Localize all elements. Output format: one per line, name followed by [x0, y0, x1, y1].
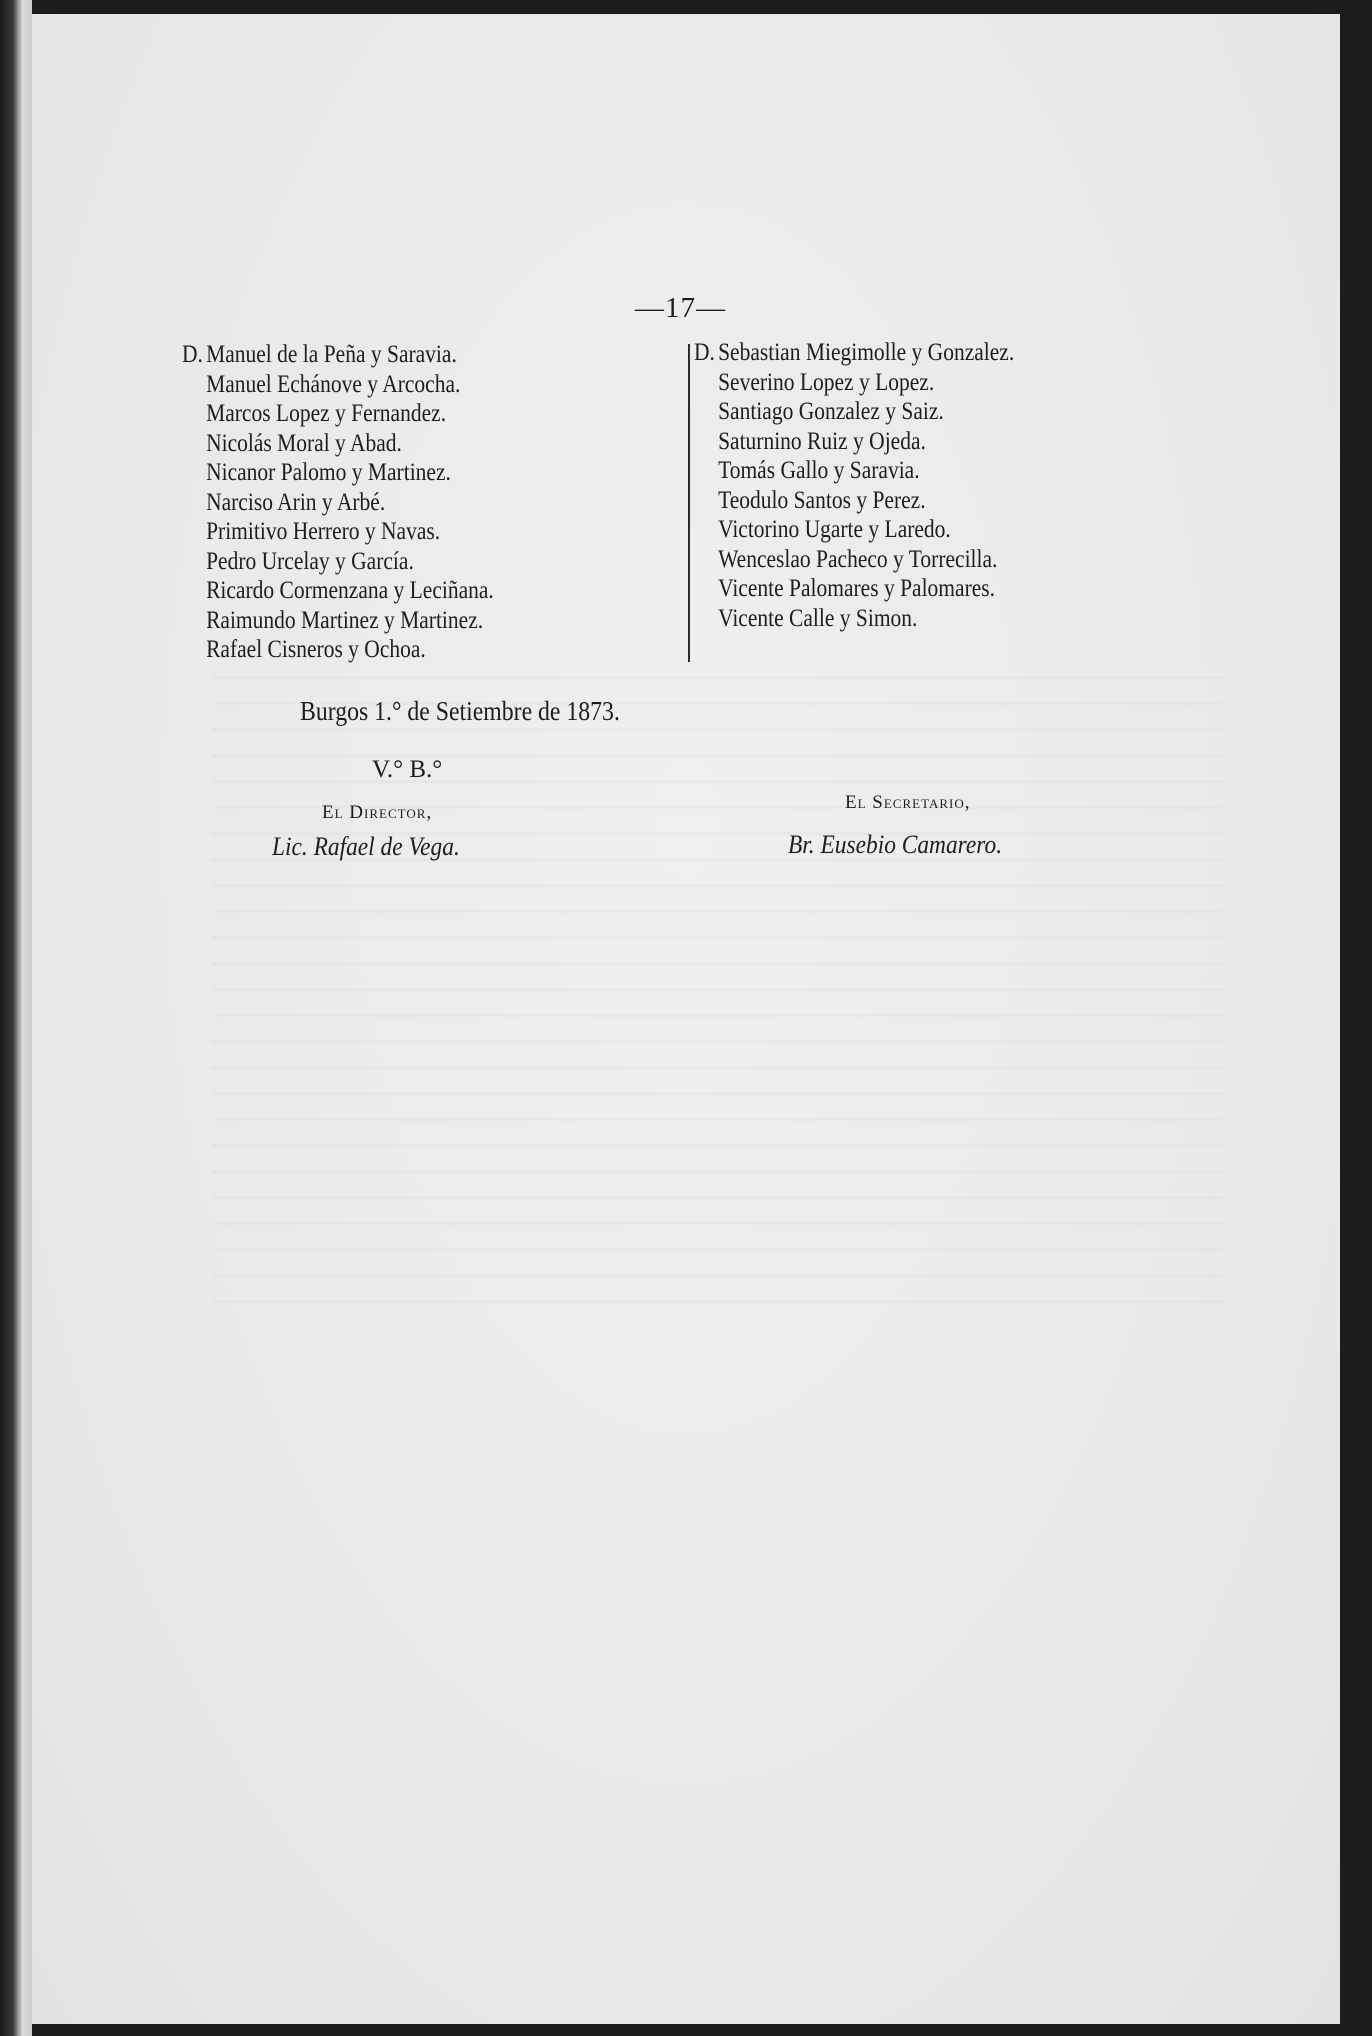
name-line: Narciso Arin y Arbé.: [206, 488, 386, 516]
name-line: Pedro Urcelay y García.: [206, 547, 414, 575]
name-line: Santiago Gonzalez y Saiz.: [718, 398, 944, 425]
name-line: Vicente Calle y Simon.: [718, 604, 918, 632]
name-line: Wenceslao Pacheco y Torrecilla.: [718, 545, 998, 573]
column-divider: [688, 344, 690, 662]
book-spine-edge: [0, 0, 32, 2036]
name-prefix: D.: [182, 341, 203, 368]
name-line: Severino Lopez y Lopez.: [718, 368, 935, 396]
name-line: Primitivo Herrero y Navas.: [206, 518, 441, 545]
name-line: Saturnino Ruiz y Ojeda.: [718, 427, 926, 455]
name-prefix: D.: [694, 339, 715, 366]
right-name-column: [694, 338, 1066, 633]
date-line: Burgos 1.° de Setiembre de 1873.: [300, 696, 620, 726]
name-line: Nicolás Moral y Abad.: [206, 429, 402, 457]
show-through-texture: [212, 654, 1222, 1314]
approval-mark: V.° B.°: [372, 756, 443, 783]
name-line: Victorino Ugarte y Laredo.: [718, 516, 951, 543]
name-line: Ricardo Cormenzana y Leciñana.: [206, 577, 494, 604]
left-name-column: [182, 340, 545, 665]
director-signature: Lic. Rafael de Vega.: [272, 832, 460, 861]
name-line: Rafael Cisneros y Ochoa.: [206, 636, 426, 663]
name-line: Raimundo Martinez y Martinez.: [206, 606, 484, 634]
name-text: Manuel de la Peña y Saravia.: [206, 341, 457, 368]
director-title: El Director,: [322, 802, 433, 823]
name-line: [694, 338, 1014, 368]
name-line: Teodulo Santos y Perez.: [718, 486, 926, 514]
name-line: Nicanor Palomo y Martinez.: [206, 459, 451, 486]
page-number: —17—: [635, 292, 726, 324]
secretary-signature: Br. Eusebio Camarero.: [788, 830, 1003, 859]
name-text: Sebastian Miegimolle y Gonzalez.: [718, 339, 1015, 366]
name-line: Manuel Echánove y Arcocha.: [206, 370, 461, 398]
name-line: Marcos Lopez y Fernandez.: [206, 400, 447, 427]
name-line: Vicente Palomares y Palomares.: [718, 575, 996, 602]
name-line: [182, 340, 494, 370]
secretary-title: El Secretario,: [845, 792, 971, 813]
name-line: Tomás Gallo y Saravia.: [718, 457, 920, 484]
